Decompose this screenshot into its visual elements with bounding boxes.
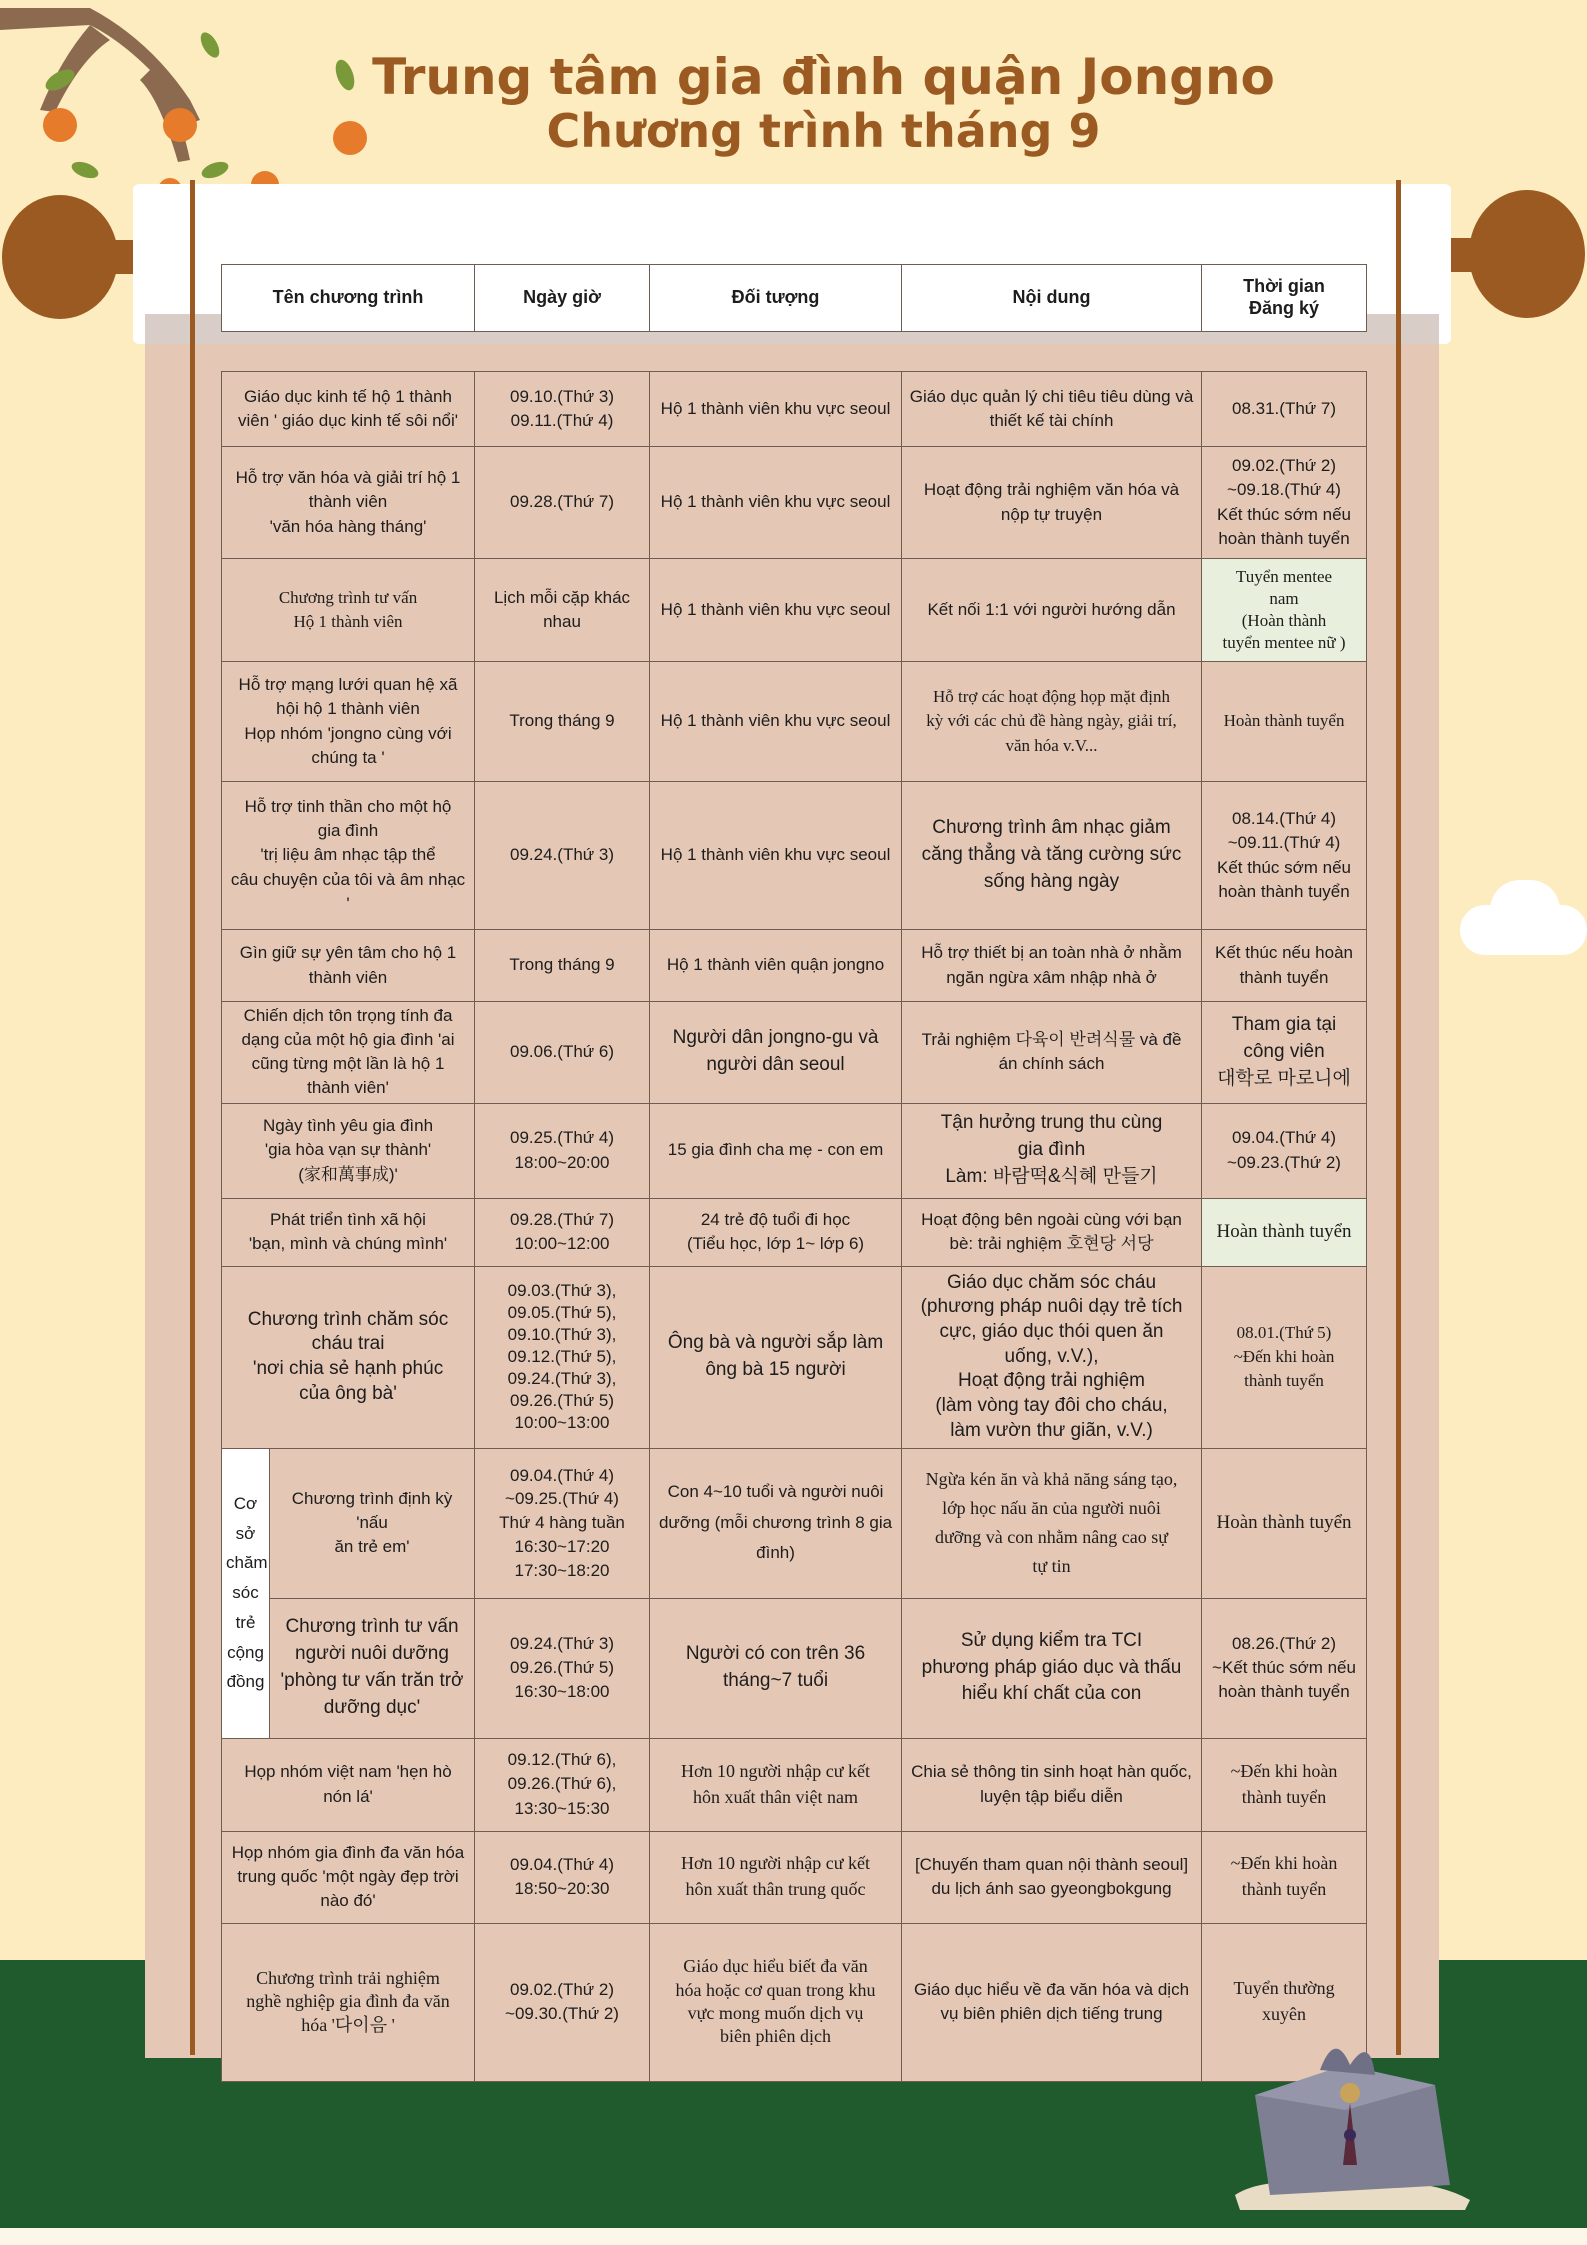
- program-content: Giáo dục quản lý chi tiêu tiêu dùng và thiết kế tài chính: [902, 372, 1202, 447]
- program-date: 09.12.(Thứ 6), 09.26.(Thứ 6), 13:30~15:30: [475, 1738, 650, 1831]
- program-registration: 08.26.(Thứ 2) ~Kết thúc sớm nếu hoàn thành tuyển: [1202, 1598, 1367, 1738]
- program-date: 09.04.(Thứ 4) ~09.25.(Thứ 4) Thứ 4 hàng tuần 16:30~17:20 17:30~18:20: [475, 1448, 650, 1598]
- program-content: Chia sẻ thông tin sinh hoạt hàn quốc, luyện tập biểu diễn: [902, 1738, 1202, 1831]
- program-date: 09.28.(Thứ 7): [475, 447, 650, 559]
- program-content: Ngừa kén ăn và khả năng sáng tạo, lớp học nấu ăn của người nuôi dưỡng và con nhằm nâng cao sự tự tin: [902, 1448, 1202, 1598]
- program-target: Hơn 10 người nhập cư kết hôn xuất thân việt nam: [650, 1738, 902, 1831]
- program-registration: Tuyển thường xuyên: [1202, 1923, 1367, 2081]
- program-content: Hỗ trợ thiết bị an toàn nhà ở nhằm ngăn ngừa xâm nhập nhà ở: [902, 930, 1202, 1002]
- program-target: Hộ 1 thành viên khu vực seoul: [650, 559, 902, 662]
- program-date: 09.25.(Thứ 4) 18:00~20:00: [475, 1103, 650, 1198]
- program-registration: 08.31.(Thứ 7): [1202, 372, 1367, 447]
- program-content: Hoạt động bên ngoài cùng với bạn bè: trải nghiệm 호현당 서당: [902, 1198, 1202, 1266]
- table-row: [222, 559, 1367, 662]
- program-target: Hộ 1 thành viên khu vực seoul: [650, 372, 902, 447]
- program-date: Lịch mỗi cặp khác nhau: [475, 559, 650, 662]
- header-date-time: Ngày giờ: [475, 265, 650, 332]
- page-title: Trung tâm gia đình quận Jongno: [372, 48, 1275, 106]
- program-schedule-table: [221, 264, 1367, 2082]
- program-date: 09.03.(Thứ 3), 09.05.(Thứ 5), 09.10.(Thứ 3), 09.12.(Thứ 5), 09.24.(Thứ 3), 09.26.(Thứ 5) 10:00~13:00: [475, 1266, 650, 1448]
- program-date: 09.06.(Thứ 6): [475, 1002, 650, 1104]
- program-target: Con 4~10 tuổi và người nuôi dưỡng (mỗi chương trình 8 gia đình): [650, 1448, 902, 1598]
- program-content: Sử dụng kiểm tra TCI phương pháp giáo dục và thấu hiểu khí chất của con: [902, 1598, 1202, 1738]
- header-content: Nội dung: [902, 265, 1202, 332]
- program-name: Chương trình trải nghiệm nghề nghiệp gia đình đa văn hóa '다이음 ': [222, 1923, 475, 2081]
- program-registration: 08.14.(Thứ 4) ~09.11.(Thứ 4) Kết thúc sớm nếu hoàn thành tuyển: [1202, 782, 1367, 930]
- program-registration: Hoàn thành tuyển: [1202, 662, 1367, 782]
- scroll-border-left: [190, 180, 195, 2055]
- program-name: Hỗ trợ mạng lưới quan hệ xã hội hộ 1 thành viên Họp nhóm 'jongno cùng với chúng ta ': [222, 662, 475, 782]
- header-registration: Thời gian Đăng ký: [1202, 265, 1367, 332]
- table-row: [222, 447, 1367, 559]
- table-row: [222, 1923, 1367, 2081]
- table-row: [222, 1002, 1367, 1104]
- program-date: 09.02.(Thứ 2) ~09.30.(Thứ 2): [475, 1923, 650, 2081]
- program-name: Chương trình chăm sóc cháu trai 'nơi chia sẻ hạnh phúc của ông bà': [222, 1266, 475, 1448]
- table-row: [222, 662, 1367, 782]
- program-target: 24 trẻ độ tuổi đi học (Tiểu học, lớp 1~ lớp 6): [650, 1198, 902, 1266]
- program-name: Gìn giữ sự yên tâm cho hộ 1 thành viên: [222, 930, 475, 1002]
- header-target: Đối tượng: [650, 265, 902, 332]
- program-content: Hoạt động trải nghiệm văn hóa và nộp tự truyện: [902, 447, 1202, 559]
- table-row: [222, 930, 1367, 1002]
- program-registration: ~Đến khi hoàn thành tuyển: [1202, 1831, 1367, 1923]
- program-content: [Chuyến tham quan nội thành seoul] du lịch ánh sao gyeongbokgung: [902, 1831, 1202, 1923]
- program-name: Chương trình tư vấn Hộ 1 thành viên: [222, 559, 475, 662]
- program-date: 09.04.(Thứ 4) 18:50~20:30: [475, 1831, 650, 1923]
- table-row: [222, 1198, 1367, 1266]
- program-registration: Hoàn thành tuyển: [1202, 1448, 1367, 1598]
- program-target: Hộ 1 thành viên quận jongno: [650, 930, 902, 1002]
- program-name: Giáo dục kinh tế hộ 1 thành viên ' giáo dục kinh tế sôi nổi': [222, 372, 475, 447]
- ground-edge: [0, 2228, 1587, 2245]
- program-registration: Tham gia tại công viên 대학로 마로니에: [1202, 1002, 1367, 1104]
- program-target: Ông bà và người sắp làm ông bà 15 người: [650, 1266, 902, 1448]
- program-target: Hộ 1 thành viên khu vực seoul: [650, 662, 902, 782]
- program-content: Hỗ trợ các hoạt động họp mặt định kỳ với các chủ đề hàng ngày, giải trí, văn hóa v.V...: [902, 662, 1202, 782]
- program-date: Trong tháng 9: [475, 930, 650, 1002]
- program-date: 09.24.(Thứ 3) 09.26.(Thứ 5) 16:30~18:00: [475, 1598, 650, 1738]
- program-name: Chương trình định kỳ 'nấu ăn trẻ em': [270, 1448, 475, 1598]
- program-date: 09.10.(Thứ 3) 09.11.(Thứ 4): [475, 372, 650, 447]
- table-row: [222, 1831, 1367, 1923]
- table-row: [222, 1448, 1367, 1598]
- program-registration: 08.01.(Thứ 5) ~Đến khi hoàn thành tuyển: [1202, 1266, 1367, 1448]
- program-target: Giáo dục hiểu biết đa văn hóa hoặc cơ quan trong khu vực mong muốn dịch vụ biên phiên dịch: [650, 1923, 902, 2081]
- program-name: Họp nhóm gia đình đa văn hóa trung quốc 'một ngày đẹp trời nào đó': [222, 1831, 475, 1923]
- program-content: Chương trình âm nhạc giảm căng thẳng và tăng cường sức sống hàng ngày: [902, 782, 1202, 930]
- program-date: Trong tháng 9: [475, 662, 650, 782]
- program-name: Hỗ trợ tinh thần cho một hộ gia đình 'trị liệu âm nhạc tập thể câu chuyện của tôi và âm nhạc ': [222, 782, 475, 930]
- program-name: Chiến dịch tôn trọng tính đa dạng của một hộ gia đình 'ai cũng từng một lần là hộ 1 thành viên': [222, 1002, 475, 1104]
- program-content: Trải nghiệm 다육이 반려식물 và đề án chính sách: [902, 1002, 1202, 1104]
- table-row: [222, 782, 1367, 930]
- program-registration: Hoàn thành tuyển: [1202, 1198, 1367, 1266]
- program-content: Kết nối 1:1 với người hướng dẫn: [902, 559, 1202, 662]
- program-target: Người có con trên 36 tháng~7 tuổi: [650, 1598, 902, 1738]
- program-name: Ngày tình yêu gia đình 'gia hòa vạn sự thành' (家和萬事成)': [222, 1103, 475, 1198]
- program-registration: ~Đến khi hoàn thành tuyển: [1202, 1738, 1367, 1831]
- program-content: Giáo dục hiểu về đa văn hóa và dịch vụ biên phiên dịch tiếng trung: [902, 1923, 1202, 2081]
- program-target: 15 gia đình cha mẹ - con em: [650, 1103, 902, 1198]
- program-target: Hộ 1 thành viên khu vực seoul: [650, 447, 902, 559]
- cloud-right-top: [1490, 880, 1560, 940]
- program-registration: 09.04.(Thứ 4) ~09.23.(Thứ 2): [1202, 1103, 1367, 1198]
- program-registration: 09.02.(Thứ 2) ~09.18.(Thứ 4) Kết thúc sớm nếu hoàn thành tuyển: [1202, 447, 1367, 559]
- header-program-name: Tên chương trình: [222, 265, 475, 332]
- program-date: 09.28.(Thứ 7) 10:00~12:00: [475, 1198, 650, 1266]
- table-row: [222, 1103, 1367, 1198]
- table-spacer-row: [222, 332, 1367, 372]
- program-target: Hộ 1 thành viên khu vực seoul: [650, 782, 902, 930]
- program-date: 09.24.(Thứ 3): [475, 782, 650, 930]
- program-content: Tận hưởng trung thu cùng gia đình Làm: 바람떡&식혜 만들기: [902, 1103, 1202, 1198]
- program-name: Chương trình tư vấn người nuôi dưỡng 'phòng tư vấn trăn trở dưỡng dục': [270, 1598, 475, 1738]
- wrapped-gift-bojagi-illustration: [1225, 2025, 1475, 2210]
- table-row: [222, 372, 1367, 447]
- program-registration: Kết thúc nếu hoàn thành tuyển: [1202, 930, 1367, 1002]
- program-target: Hơn 10 người nhập cư kết hôn xuất thân trung quốc: [650, 1831, 902, 1923]
- program-content: Giáo dục chăm sóc cháu (phương pháp nuôi dạy trẻ tích cực, giáo dục thói quen ăn uống, v.V.), Hoạt động trải nghiệm (làm vòng tay đôi cho cháu, làm vườn thư giãn, v.V.): [902, 1266, 1202, 1448]
- scroll-border-right: [1396, 180, 1401, 2055]
- table-header-row: [222, 265, 1367, 332]
- group-label-community-childcare: Cơ sở chăm sóc trẻ cộng đồng: [222, 1448, 270, 1738]
- page-subtitle: Chương trình tháng 9: [546, 104, 1101, 158]
- program-name: Hỗ trợ văn hóa và giải trí hộ 1 thành viên 'văn hóa hàng tháng': [222, 447, 475, 559]
- table-row: [222, 1738, 1367, 1831]
- program-registration: Tuyển mentee nam (Hoàn thành tuyển mentee nữ ): [1202, 559, 1367, 662]
- program-target: Người dân jongno-gu và người dân seoul: [650, 1002, 902, 1104]
- table-row: [222, 1266, 1367, 1448]
- program-name: Phát triển tình xã hội 'bạn, mình và chúng mình': [222, 1198, 475, 1266]
- program-name: Họp nhóm việt nam 'hẹn hò nón lá': [222, 1738, 475, 1831]
- table-row: [222, 1598, 1367, 1738]
